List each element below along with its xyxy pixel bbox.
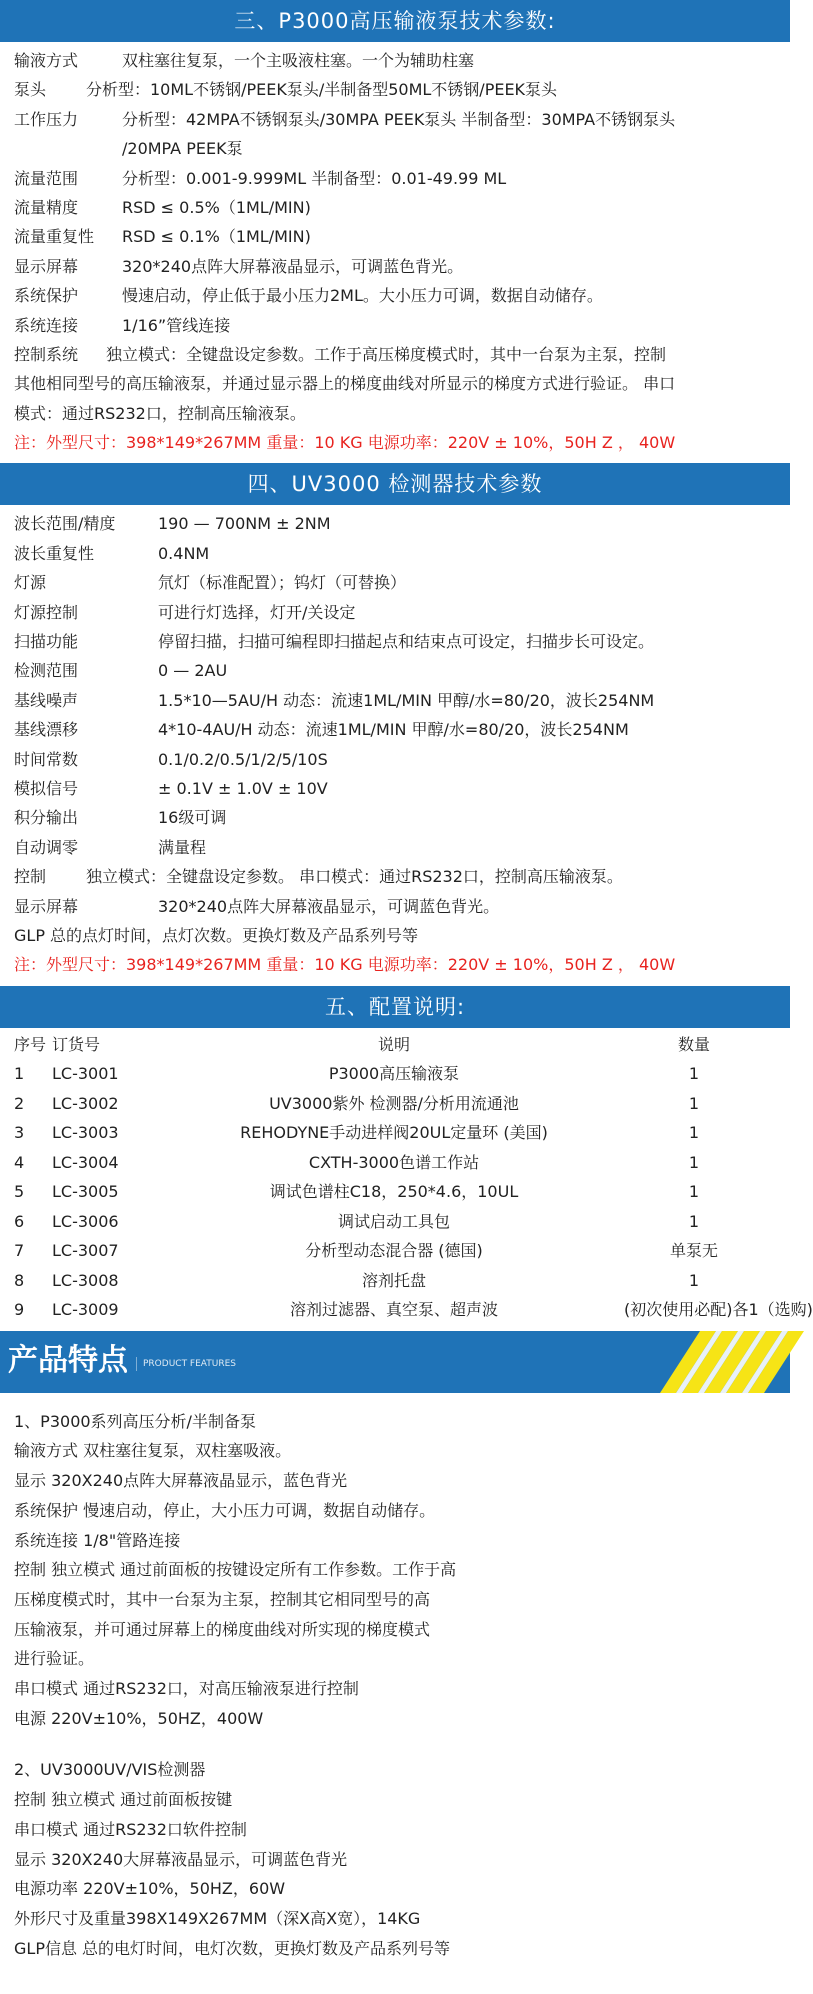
spec-value: RSD ≤ 0.5%（1ML/MIN) [122,197,311,217]
spec-label: 扫描功能 [14,632,79,652]
features-body [0,1393,790,1964]
spec-label: 工作压力 [14,109,79,129]
spec-label: 基线漂移 [14,720,79,740]
spec-row [14,46,776,75]
spec-label: 流量范围 [14,168,79,188]
spec-value: 4*10-4AU/H 动态：流速1ML/MIN 甲醇/水=80/20，波长254NM [158,720,629,740]
config-table-header [14,1030,776,1060]
cell-code: LC-3001 [52,1064,119,1084]
feature-line: 控制 独立模式 通过前面板的按键设定所有工作参数。工作于高 [14,1560,457,1580]
section-3-title: 三、P3000高压输液泵技术参数: [0,0,790,42]
feature-line: 外形尺寸及重量398X149X267MM（深X高X宽），14KG [14,1908,421,1928]
spec-row [14,627,776,656]
spec-label: 显示屏幕 [14,256,79,276]
feature-line: 显示 320X240大屏幕液晶显示，可调蓝色背光 [14,1849,348,1869]
feature-line: 系统连接 1/8"管路连接 [14,1530,181,1550]
spec-value: 可进行灯选择，灯开/关设定 [158,602,356,622]
spec-label: 显示屏幕 [14,896,79,916]
spec-row [14,164,776,193]
spec-label: 积分输出 [14,808,79,828]
feature-line: 串口模式 通过RS232口，对高压输液泵进行控制 [14,1679,359,1699]
detector-note: 注：外型尺寸：398*149*267MM 重量：10 KG 电源功率：220V ± 10%，50H Z ， 40W [14,955,676,975]
cell-code: LC-3003 [52,1123,119,1143]
spec-label: 系统保护 [14,286,79,306]
cell-desc: REHODYNE手动进样阀20UL定量环 (美国) [240,1123,548,1143]
spec-value: 0 — 2AU [158,661,228,681]
spec-value: 独立模式：全键盘设定参数。 串口模式：通过RS232口，控制高压输液泵。 [86,867,623,887]
control-line: 独立模式：全键盘设定参数。工作于高压梯度模式时，其中一台泵为主泵，控制 [106,344,667,364]
spec-value: 0.4NM [158,543,210,563]
spec-value: 氘灯（标准配置）；钨灯（可替换） [158,573,407,593]
cell-qty: 1 [688,1270,700,1290]
spec-value: RSD ≤ 0.1%（1ML/MIN) [122,227,311,247]
cell-no: 7 [14,1241,25,1261]
spec-value: 320*240点阵大屏幕液晶显示，可调蓝色背光。 [122,256,464,276]
spec-label: 检测范围 [14,661,79,681]
table-row [14,1148,776,1178]
cell-desc: 调试色谱柱C18，250*4.6，10UL [269,1182,519,1202]
table-row [14,1266,776,1296]
spec-label: 泵头 [14,80,47,100]
cell-desc: P3000高压输液泵 [328,1064,460,1084]
feature-line: 1、P3000系列高压分析/半制备泵 [14,1411,256,1431]
section-4-title: 四、UV3000 检测器技术参数 [0,463,790,505]
spec-label: 自动调零 [14,837,79,857]
cell-no: 6 [14,1211,25,1231]
table-row [14,1236,776,1266]
spec-row [14,252,776,281]
header-code: 订货号 [52,1034,101,1054]
control-system-label: 控制系统 [14,344,79,364]
spec-row [14,193,776,222]
glp-line: GLP 总的点灯时间，点灯次数。更换灯数及产品系列号等 [14,925,419,945]
spec-row [14,745,776,774]
spec-row [14,598,776,627]
spec-label: 波长重复性 [14,543,95,563]
cell-qty: 1 [688,1211,700,1231]
table-row [14,1177,776,1207]
feature-line: 控制 独立模式 通过前面板按键 [14,1790,233,1810]
spec-label: 波长范围/精度 [14,514,116,534]
feature-line: 系统保护 慢速启动，停止，大小压力可调，数据自动储存。 [14,1500,436,1520]
feature-line: 进行验证。 [14,1649,95,1669]
spec-row [14,222,776,251]
cell-desc: 溶剂托盘 [361,1270,426,1290]
config-table [0,1028,813,1325]
control-line: 模式：通过RS232口，控制高压输液泵。 [14,403,306,423]
features-header [0,1331,790,1393]
detector-spec-list [14,509,776,920]
cell-qty: (初次使用必配)各1（选购) [624,1300,813,1320]
spec-value: 190 — 700NM ± 2NM [158,514,331,534]
feature-line: 串口模式 通过RS232口软件控制 [14,1819,247,1839]
spec-label: 模拟信号 [14,778,79,798]
section-5-title: 五、配置说明: [0,986,790,1028]
spec-row [14,75,776,104]
table-row [14,1118,776,1148]
spec-row [14,686,776,715]
cell-qty: 1 [688,1182,700,1202]
cell-qty: 1 [688,1064,700,1084]
cell-no: 8 [14,1270,25,1290]
feature-line: 压输液泵，并可通过屏幕上的梯度曲线对所实现的梯度模式 [14,1619,431,1639]
cell-code: LC-3005 [52,1182,119,1202]
cell-code: LC-3009 [52,1300,119,1320]
feature-line: 压梯度模式时，其中一台泵为主泵，控制其它相同型号的高 [14,1589,431,1609]
spec-label: 基线噪声 [14,690,79,710]
cell-code: LC-3007 [52,1241,119,1261]
spec-label: 输液方式 [14,51,79,70]
spec-row [14,568,776,597]
cell-code: LC-3008 [52,1270,119,1290]
spec-row [14,539,776,568]
header-no: 序号 [14,1034,47,1054]
spec-row [14,134,776,163]
header-desc: 说明 [377,1034,410,1054]
spec-row [14,656,776,685]
cell-qty: 1 [688,1152,700,1172]
cell-no: 3 [14,1123,25,1143]
control-system-paragraph [14,340,776,428]
cell-no: 4 [14,1152,25,1172]
cell-qty: 1 [688,1123,700,1143]
control-line: 其他相同型号的高压输液泵，并通过显示器上的梯度曲线对所显示的梯度方式进行验证。 串口 [14,374,676,394]
spec-row [14,833,776,862]
cell-no: 5 [14,1182,25,1202]
detector-features [14,1755,776,1963]
table-row [14,1207,776,1237]
spec-value: 双柱塞往复泵，一个主吸液柱塞。一个为辅助柱塞 [122,51,475,70]
feature-line: 电源功率 220V±10%，50HZ，60W [14,1879,286,1899]
spec-value: 慢速启动，停止低于最小压力2ML。大小压力可调，数据自动储存。 [122,286,603,306]
spec-label: 控制 [14,867,47,887]
spec-value: 320*240点阵大屏幕液晶显示，可调蓝色背光。 [158,896,500,916]
cell-qty: 单泵无 [669,1241,718,1261]
spec-row [14,509,776,538]
spec-row [14,715,776,744]
spec-value: 1.5*10—5AU/H 动态：流速1ML/MIN 甲醇/水=80/20，波长254NM [158,690,655,710]
pump-note: 注：外型尺寸：398*149*267MM 重量：10 KG 电源功率：220V ± 10%，50H Z ， 40W [14,433,676,453]
spec-row [14,803,776,832]
cell-desc: 调试启动工具包 [337,1211,450,1231]
spec-label: 灯源 [14,573,47,593]
spec-value: 停留扫描，扫描可编程即扫描起点和结束点可设定，扫描步长可设定。 [158,632,655,652]
cell-no: 9 [14,1300,25,1320]
table-row [14,1089,776,1119]
header-qty: 数量 [677,1034,710,1054]
spec-value: 分析型：42MPA不锈钢泵头/30MPA PEEK泵头 半制备型：30MPA不锈钢泵头 [122,109,676,129]
features-title: 产品特点 [8,1342,128,1378]
pump-spec-list [14,46,776,340]
cell-no: 2 [14,1093,25,1113]
cell-code: LC-3004 [52,1152,119,1172]
table-row [14,1295,813,1325]
decorative-stripes [600,1331,790,1393]
feature-line: 显示 320X240点阵大屏幕液晶显示，蓝色背光 [14,1471,348,1491]
pump-spec-section [0,42,790,457]
detector-spec-section [0,505,790,979]
features-subtitle: PRODUCT FEATURES [136,1357,236,1371]
feature-line: 输液方式 双柱塞往复泵，双柱塞吸液。 [14,1441,292,1461]
spec-value: 分析型：0.001-9.999ML 半制备型：0.01-49.99 ML [122,168,507,188]
spec-label [14,134,122,163]
spec-label: 流量重复性 [14,227,95,247]
spec-row [14,311,776,340]
spec-label: 流量精度 [14,197,79,217]
cell-code: LC-3006 [52,1211,119,1231]
cell-desc: 溶剂过滤器、真空泵、超声波 [289,1300,498,1320]
spec-row [14,281,776,310]
table-row [14,1059,776,1089]
spec-label: 系统连接 [14,315,79,335]
cell-desc: UV3000紫外 检测器/分析用流通池 [269,1093,519,1113]
spec-value: /20MPA PEEK泵 [122,139,243,159]
feature-line: GLP信息 总的电灯时间，电灯次数，更换灯数及产品系列号等 [14,1938,451,1958]
spec-row [14,862,776,891]
cell-desc: 分析型动态混合器 (德国) [305,1241,483,1261]
spec-value: ± 0.1V ± 1.0V ± 10V [158,778,328,798]
cell-no: 1 [14,1064,25,1084]
feature-line: 电源 220V±10%，50HZ，400W [14,1708,264,1728]
spec-value: 16级可调 [158,808,227,828]
spec-row [14,105,776,134]
cell-desc: CXTH-3000色谱工作站 [308,1152,480,1172]
spec-label: 时间常数 [14,749,79,769]
spec-row [14,774,776,803]
spec-value: 分析型：10ML不锈钢/PEEK泵头/半制备型50ML不锈钢/PEEK泵头 [86,80,558,100]
feature-line: 2、UV3000UV/VIS检测器 [14,1760,206,1780]
spec-value: 0.1/0.2/0.5/1/2/5/10S [158,749,328,769]
spec-label: 灯源控制 [14,602,79,622]
spec-value: 1/16”管线连接 [122,315,231,335]
spec-value: 满量程 [158,837,207,857]
cell-code: LC-3002 [52,1093,119,1113]
spec-row [14,892,776,921]
config-table-body [14,1059,813,1325]
pump-features [14,1407,776,1734]
cell-qty: 1 [688,1093,700,1113]
